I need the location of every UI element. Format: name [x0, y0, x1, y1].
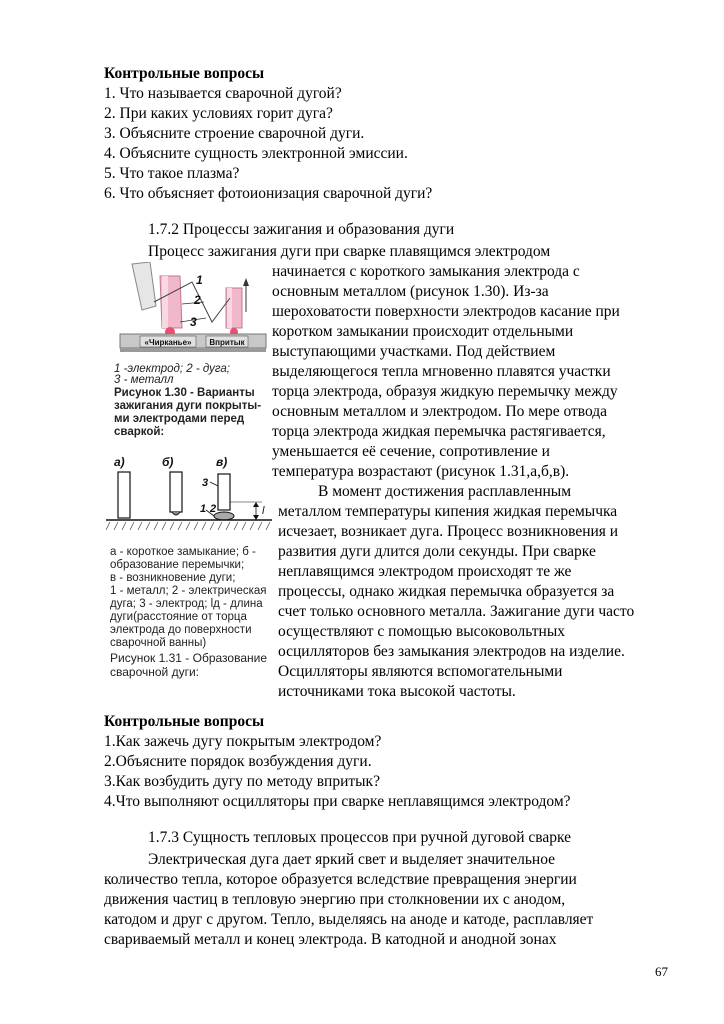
figure-1-30-illustration [110, 262, 270, 358]
section-1-7-3-title: 1.7.3 Сущность тепловых процессов при ручной дуговой сварке [148, 829, 572, 846]
question-2-1: 1.Как зажечь дугу покрытым электродом? [104, 733, 382, 750]
question-1-4: 4. Объясните сущность электронной эмиссии. [104, 145, 408, 162]
section-1-7-2-title: 1.7.2 Процессы зажигания и образования дуги [148, 221, 455, 238]
paragraph-line: осцилляторов без замыкания электродов на изделие. [278, 643, 625, 660]
paragraph-line: катодом и друг с другом. Тепло, выделяясь на аноде и катоде, расплавляет [104, 911, 594, 928]
paragraph-line: температура возрастают (рисунок 1.31,а,б,в). [272, 463, 570, 480]
paragraph-line: выделяющегося тепла мгновенно плавятся участки [272, 363, 611, 380]
fig130-num-1: 1 [196, 273, 203, 287]
fig130-caption-3: ми электродами перед [114, 413, 245, 425]
question-2-2: 2.Объясните порядок возбуждения дуги. [104, 753, 372, 770]
fig131-num-2: 2 [210, 503, 217, 515]
fig131-legend-1: образование перемычки; [110, 559, 245, 571]
fig131-label-v: в) [216, 455, 228, 469]
figure-1-31-illustration [106, 452, 272, 544]
fig131-legend-2: в - возникновение дуги; [110, 572, 236, 584]
label-vprityk: Впритык [209, 338, 245, 347]
paragraph-line: В момент достижения расплавленным [318, 483, 572, 500]
question-1-1: 1. Что называется сварочной дугой? [104, 85, 342, 102]
paragraph-line: торца электрода, образуя жидкую перемычку между [272, 383, 618, 400]
paragraph-line: количество тепла, которое образуется вследствие превращения энергии [104, 871, 577, 888]
paragraph-line: исчезает, возникает дуга. Процесс возникновения и [278, 523, 619, 540]
fig130-legend-2: 3 - металл [114, 374, 174, 386]
fig131-legend-0: а - короткое замыкание; б - [110, 546, 256, 558]
fig130-caption-4: сваркой: [114, 426, 165, 438]
paragraph-line: Осцилляторы являются вспомогательными [278, 663, 563, 680]
fig131-caption-2: сварочной дуги: [110, 665, 200, 679]
fig131-legend-4: дуга; 3 - электрод; lд - длина [110, 598, 263, 610]
paragraph-line: счет только основного металла. Зажигание дуги часто [278, 603, 635, 620]
fig131-label-a: а) [114, 455, 125, 469]
question-1-5: 5. Что такое плазма? [104, 165, 240, 182]
fig130-num-2: 2 [194, 293, 201, 307]
paragraph-line: выступающими участками. Под действием [272, 343, 556, 360]
control-questions-heading-2: Контрольные вопросы [104, 713, 265, 730]
question-1-2: 2. При каких условиях горит дуга? [104, 105, 333, 122]
paragraph-line: уменьшается её сечение, сопротивление и [272, 443, 550, 460]
question-2-4: 4.Что выполняют осцилляторы при сварке неплавящимся электродом? [104, 793, 571, 810]
fig131-legend-7: сварочной ванны) [110, 637, 207, 649]
paragraph-line: начинается с короткого замыкания электрода с [272, 263, 580, 280]
paragraph-line: коротком замыкании происходит отдельными [272, 323, 574, 340]
paragraph-line: источниками тока высокой частоты. [278, 683, 516, 700]
fig130-caption-1: Рисунок 1.30 - Варианты [114, 387, 255, 399]
paragraph-line: основным металлом и электродом. По мере отвода [272, 403, 608, 420]
paragraph-line: движения частиц в тепловую энергию при столкновении их с анодом, [104, 891, 566, 908]
paragraph-line: неплавящимся электродом происходят те же [278, 563, 572, 580]
paragraph-line: процессы, однако жидкая перемычка образуется за [278, 583, 615, 600]
paragraph-line: металлом температуры кипения жидкая перемычка [278, 503, 618, 520]
question-1-6: 6. Что объясняет фотоионизация сварочной дуги? [104, 185, 433, 202]
fig131-legend-5: дуги(расстояние от торца [110, 611, 247, 623]
fig131-legend-3: 1 - металл; 2 - электрическая [110, 585, 267, 597]
label-chirkanye: «Чирканье» [144, 338, 192, 347]
fig131-caption-1: Рисунок 1.31 - Образование [110, 651, 267, 665]
fig130-num-3: 3 [190, 315, 197, 329]
paragraph-line: основным металлом (рисунок 1.30). Из-за [272, 283, 549, 300]
fig131-label-b: б) [162, 455, 174, 469]
paragraph-line: осуществляют с помощью высоковольтных [278, 623, 565, 640]
paragraph-line: Электрическая дуга дает яркий свет и выделяет значительное [148, 851, 556, 868]
question-1-3: 3. Объясните строение сварочной дуги. [104, 125, 365, 142]
fig131-num-1: 1 [200, 503, 207, 515]
question-2-3: 3.Как возбудить дугу по методу впритык? [104, 773, 380, 790]
fig131-num-3: 3 [202, 477, 209, 489]
paragraph-line: свариваемый металл и конец электрода. В катодной и анодной зонах [104, 931, 557, 948]
fig130-legend-1: 1 -электрод; 2 - дуга; [114, 363, 230, 375]
paragraph-line: Процесс зажигания дуги при сварке плавящимся электродом [148, 243, 551, 260]
paragraph-line: шероховатости поверхности электродов касание при [272, 303, 620, 320]
page-number: 67 [655, 964, 668, 979]
fig130-caption-2: зажигания дуги покрыты- [114, 400, 262, 412]
fig131-num-l: l [262, 505, 265, 517]
control-questions-heading-1: Контрольные вопросы [104, 65, 265, 82]
paragraph-line: развития дуги длится доли секунды. При сварке [278, 543, 596, 560]
paragraph-line: торца электрода жидкая перемычка растягивается, [272, 423, 606, 440]
fig131-legend-6: электрода до поверхности [110, 624, 252, 636]
